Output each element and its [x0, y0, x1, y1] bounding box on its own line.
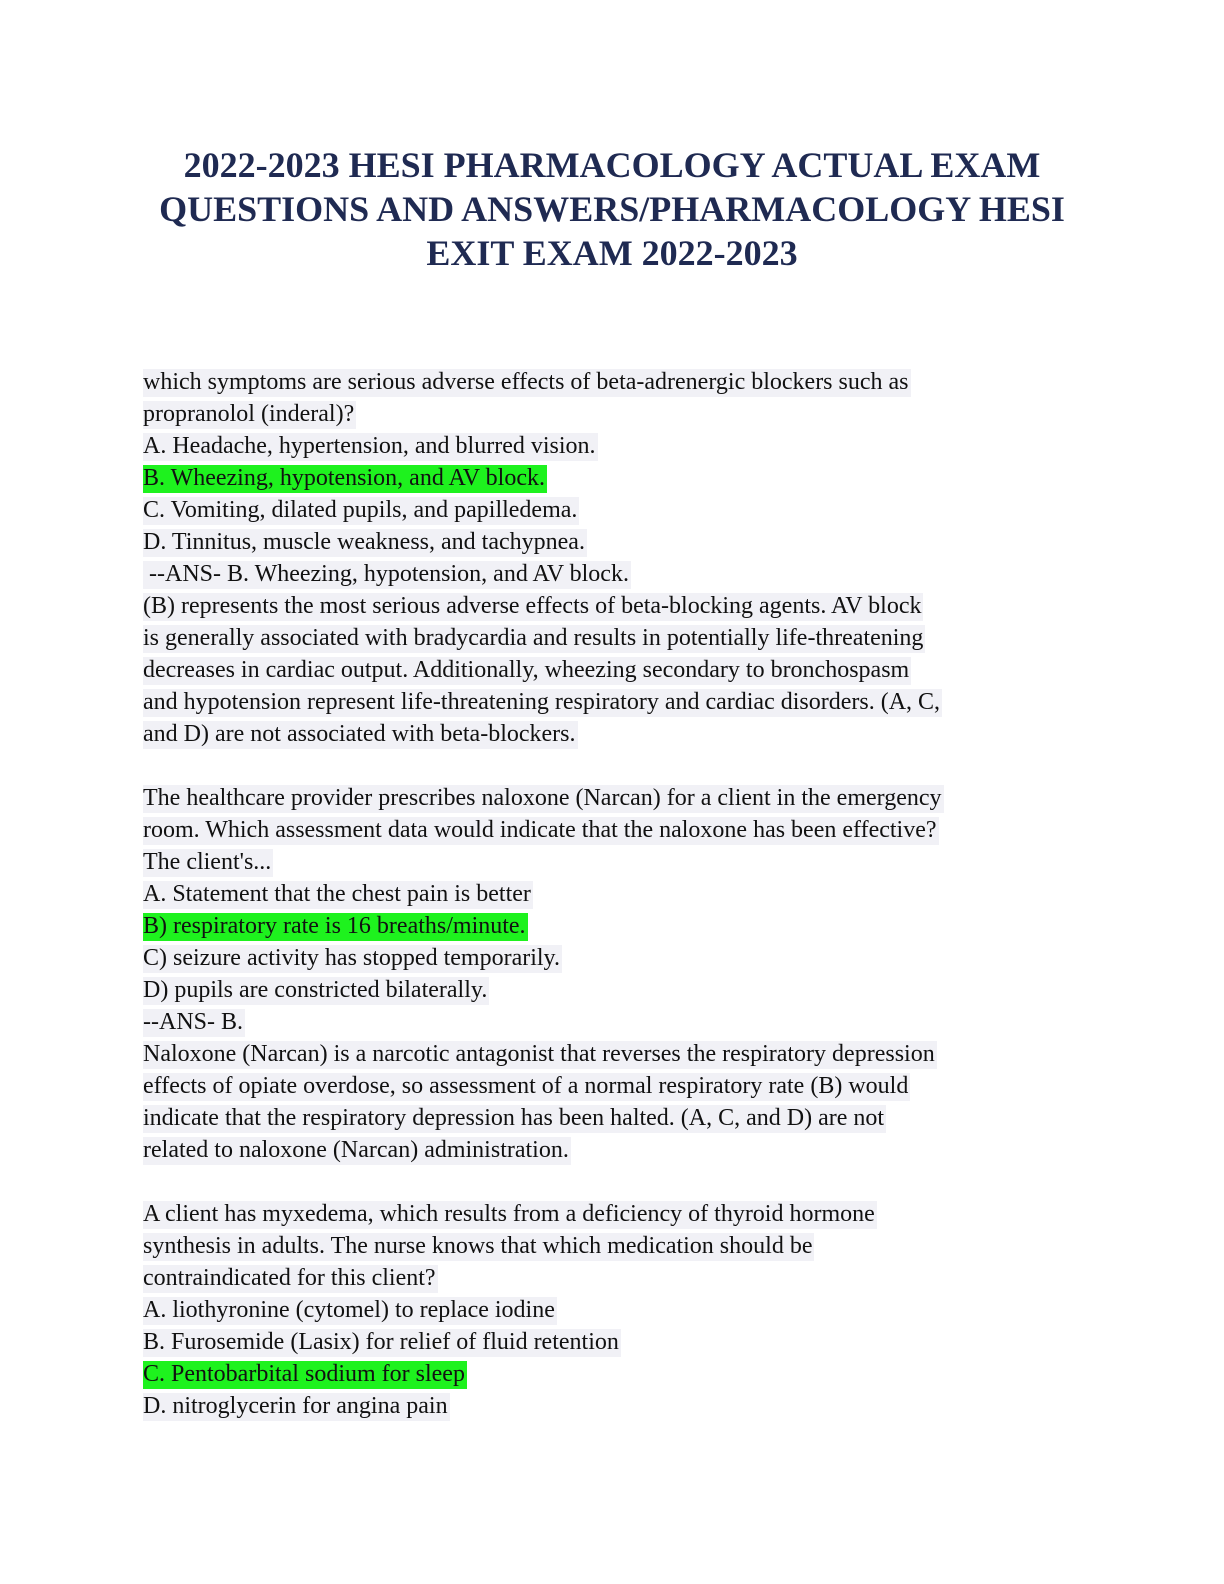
question-block-2 — [143, 782, 1103, 1166]
answer-option-c: C) seizure activity has stopped temporarily. — [143, 945, 560, 971]
question-stem-line: room. Which assessment data would indicate that the naloxone has been effective? — [143, 817, 937, 843]
question-stem-line: synthesis in adults. The nurse knows that which medication should be — [143, 1233, 813, 1259]
rationale-line: Naloxone (Narcan) is a narcotic antagonist that reverses the respiratory depression — [143, 1041, 935, 1067]
answer-option-d: D. nitroglycerin for angina pain — [143, 1393, 448, 1419]
answer-key: --ANS- B. Wheezing, hypotension, and AV block. — [143, 558, 1103, 590]
question-stem-line: contraindicated for this client? — [143, 1265, 436, 1291]
rationale-line: (B) represents the most serious adverse effects of beta-blocking agents. AV block — [143, 593, 922, 619]
rationale-line: decreases in cardiac output. Additionally, wheezing secondary to bronchospasm — [143, 657, 910, 683]
answer-option-c-correct: C. Pentobarbital sodium for sleep — [143, 1361, 465, 1387]
question-stem-line: A client has myxedema, which results from a deficiency of thyroid hormone — [143, 1201, 875, 1227]
answer-key: --ANS- B. — [143, 1009, 243, 1035]
answer-option-d: D. Tinnitus, muscle weakness, and tachypnea. — [143, 529, 585, 555]
rationale-line: indicate that the respiratory depression has been halted. (A, C, and D) are not — [143, 1105, 885, 1131]
answer-option-a: A. Headache, hypertension, and blurred vision. — [143, 433, 596, 459]
rationale-line: and hypotension represent life-threatening respiratory and cardiac disorders. (A, C, — [143, 689, 941, 715]
rationale-line: is generally associated with bradycardia and results in potentially life-threatening — [143, 625, 924, 651]
answer-option-c: C. Vomiting, dilated pupils, and papilledema. — [143, 497, 578, 523]
question-block-3 — [143, 1198, 1103, 1422]
answer-option-d: D) pupils are constricted bilaterally. — [143, 977, 488, 1003]
rationale-line: effects of opiate overdose, so assessment of a normal respiratory rate (B) would — [143, 1073, 909, 1099]
answer-option-b: B. Furosemide (Lasix) for relief of fluid retention — [143, 1329, 619, 1355]
question-block-1 — [143, 366, 1103, 750]
question-stem-line: which symptoms are serious adverse effects of beta-adrenergic blockers such as — [143, 369, 909, 395]
question-stem-line: The client's... — [143, 849, 272, 875]
answer-option-b-correct: B) respiratory rate is 16 breaths/minute. — [143, 913, 526, 939]
question-stem-line: The healthcare provider prescribes naloxone (Narcan) for a client in the emergency — [143, 785, 942, 811]
title-line: 2022-2023 HESI PHARMACOLOGY ACTUAL EXAM — [183, 145, 1041, 185]
paragraph-gap — [143, 750, 1103, 782]
title-line: EXIT EXAM 2022-2023 — [426, 233, 798, 273]
answer-option-a: A. Statement that the chest pain is better — [143, 881, 531, 907]
title-line: QUESTIONS AND ANSWERS/PHARMACOLOGY HESI — [159, 189, 1065, 229]
document-body — [143, 366, 1103, 1422]
answer-option-b-correct: B. Wheezing, hypotension, and AV block. — [143, 465, 545, 491]
question-stem-line: propranolol (inderal)? — [143, 401, 355, 427]
document-title — [100, 143, 1124, 275]
answer-option-a: A. liothyronine (cytomel) to replace iodine — [143, 1297, 555, 1323]
rationale-line: and D) are not associated with beta-blockers. — [143, 721, 576, 747]
rationale-line: related to naloxone (Narcan) administration. — [143, 1137, 569, 1163]
paragraph-gap — [143, 1166, 1103, 1198]
